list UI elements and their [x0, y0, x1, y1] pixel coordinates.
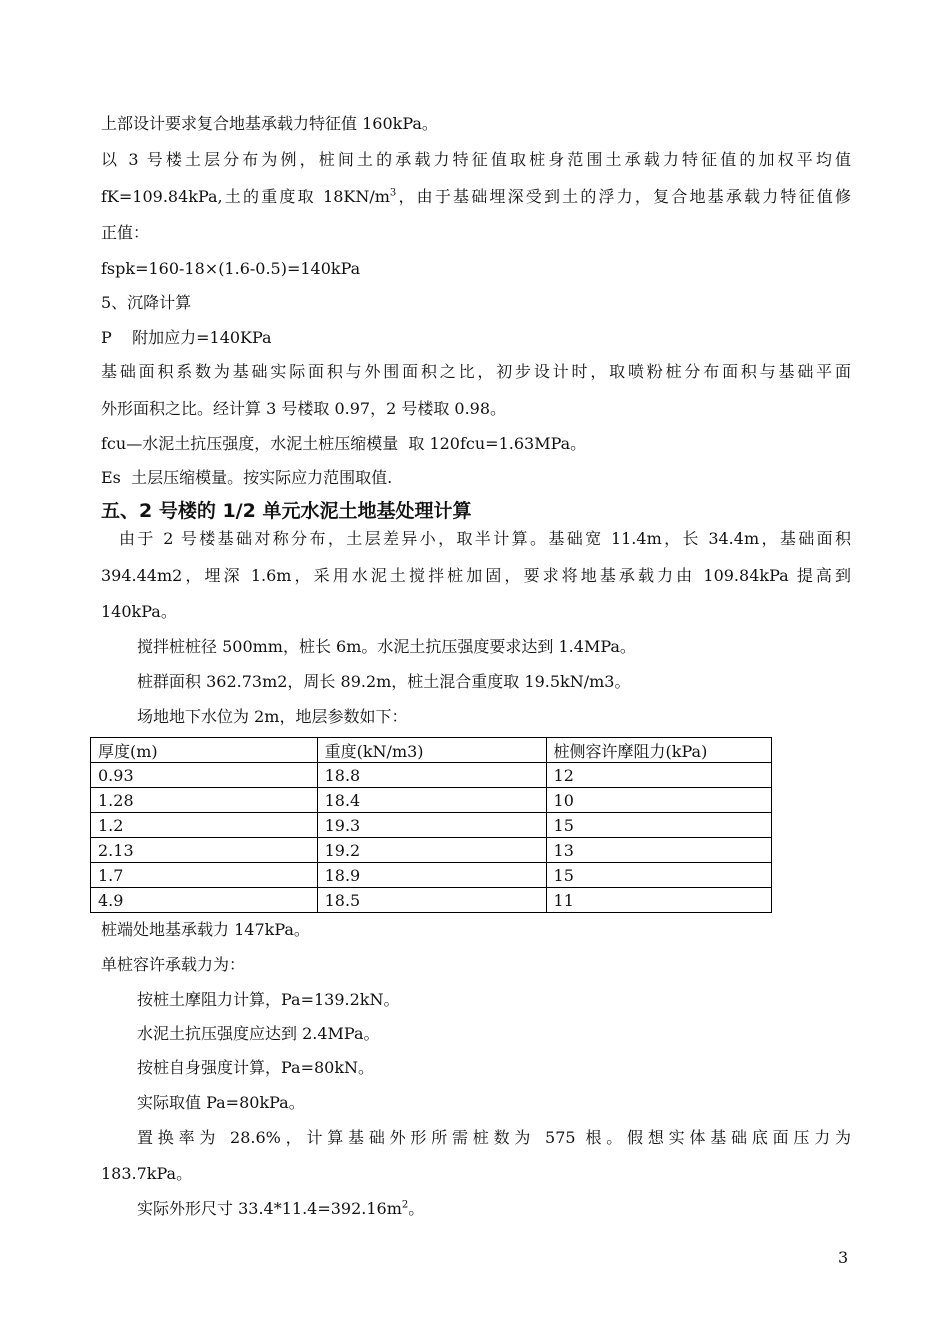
table-cell: 4.9	[91, 888, 318, 913]
table-cell: 0.93	[91, 763, 318, 788]
table-cell: 2.13	[91, 838, 318, 863]
superscript: 3	[389, 187, 397, 199]
paragraph-groundwater: 场地地下水位为 2m，地层参数如下：	[137, 707, 408, 726]
table-row	[91, 888, 772, 913]
paragraph-fcu: fcu—水泥土抗压强度，水泥土桩压缩模量 取 120fcu=1.63MPa。	[101, 434, 587, 453]
table-cell: 10	[546, 788, 771, 813]
formula-fspk: fspk=160-18×(1.6-0.5)=140kPa	[101, 259, 361, 278]
paragraph-strength-required: 水泥土抗压强度应达到 2.4MPa。	[137, 1024, 380, 1043]
paragraph-friction-calc: 按桩土摩阻力计算，Pa=139.2kN。	[137, 990, 400, 1009]
table-cell: 18.9	[317, 863, 546, 888]
paragraph-tip-capacity: 桩端处地基承载力 147kPa。	[101, 920, 310, 939]
table-cell: 1.7	[91, 863, 318, 888]
paragraph-single-pile-label: 单桩容许承载力为：	[101, 955, 246, 974]
paragraph-section-intro-3: 140kPa。	[101, 602, 177, 621]
paragraph-correction-label: 正值：	[101, 223, 150, 242]
paragraph-replacement-rate: 置换率为 28.6%，计算基础外形所需桩数为 575 根。假想实体基础底面压力为	[137, 1128, 851, 1147]
paragraph-es: Es 土层压缩模量。按实际应力范围取值.	[101, 468, 393, 487]
table-cell: 1.28	[91, 788, 318, 813]
table-cell: 13	[546, 838, 771, 863]
table-row	[91, 763, 772, 788]
table-cell: 11	[546, 888, 771, 913]
section-heading: 五、2 号楼的 1/2 单元水泥土地基处理计算	[101, 500, 472, 522]
paragraph-added-stress: P 附加应力=140KPa	[101, 328, 272, 347]
table-row	[91, 863, 772, 888]
table-cell: 18.5	[317, 888, 546, 913]
soil-parameter-table	[90, 737, 772, 913]
table-header-cell: 桩侧容许摩阻力(kPa)	[546, 738, 771, 763]
page-number: 3	[838, 1248, 849, 1267]
paragraph-actual-value: 实际取值 Pa=80kPa。	[137, 1093, 305, 1112]
paragraph-base-pressure: 183.7kPa。	[101, 1164, 193, 1183]
table-cell: 15	[546, 813, 771, 838]
paragraph-actual-dimensions: 实际外形尺寸 $33.4*11.4=392.16m^2$。	[137, 1199, 425, 1218]
table-cell: 19.2	[317, 838, 546, 863]
paragraph-fk-value: fK=109.84kPa,土的重度取 $18KN/m^3$，由于基础埋深受到土的浮力，复合地基承载力特征值修	[101, 187, 851, 206]
table-row	[91, 838, 772, 863]
paragraph-section-intro: 由于 2 号楼基础对称分布，土层差异小，取半计算。基础宽 11.4m，长 34.4m，基础面积	[119, 529, 851, 548]
paragraph-section-intro-2: 394.44m2，埋深 1.6m，采用水泥土搅拌桩加固，要求将地基承载力由 109.84kPa 提高到	[101, 566, 851, 585]
superscript: 2	[401, 1199, 409, 1211]
table-cell: 15	[546, 863, 771, 888]
table-header-cell: 厚度(m)	[91, 738, 318, 763]
table-row	[91, 788, 772, 813]
table-cell: 18.4	[317, 788, 546, 813]
paragraph-pile-group: 桩群面积 362.73m2，周长 89.2m，桩土混合重度取 19.5kN/m3。	[137, 672, 631, 691]
paragraph-area-values: 外形面积之比。经计算 3 号楼取 0.97，2 号楼取 0.98。	[101, 399, 507, 418]
table-cell: 18.8	[317, 763, 546, 788]
subheading-settlement: 5、沉降计算	[101, 293, 192, 312]
paragraph-design-requirement: 上部设计要求复合地基承载力特征值 160kPa。	[101, 114, 438, 133]
table-row	[91, 813, 772, 838]
paragraph-soil-example: 以 3 号楼土层分布为例，桩间土的承载力特征值取桩身范围土承载力特征值的加权平均值	[101, 150, 851, 169]
table-cell: 12	[546, 763, 771, 788]
table-header-cell: 重度(kN/m3)	[317, 738, 546, 763]
table-header-row	[91, 738, 772, 763]
paragraph-self-strength-calc: 按桩自身强度计算，Pa=80kN。	[137, 1058, 375, 1077]
table-cell: 1.2	[91, 813, 318, 838]
table-cell: 19.3	[317, 813, 546, 838]
paragraph-pile-spec: 搅拌桩桩径 500mm，桩长 6m。水泥土抗压强度要求达到 1.4MPa。	[137, 637, 636, 656]
paragraph-area-coefficient: 基础面积系数为基础实际面积与外围面积之比，初步设计时，取喷粉桩分布面积与基础平面	[101, 362, 851, 381]
